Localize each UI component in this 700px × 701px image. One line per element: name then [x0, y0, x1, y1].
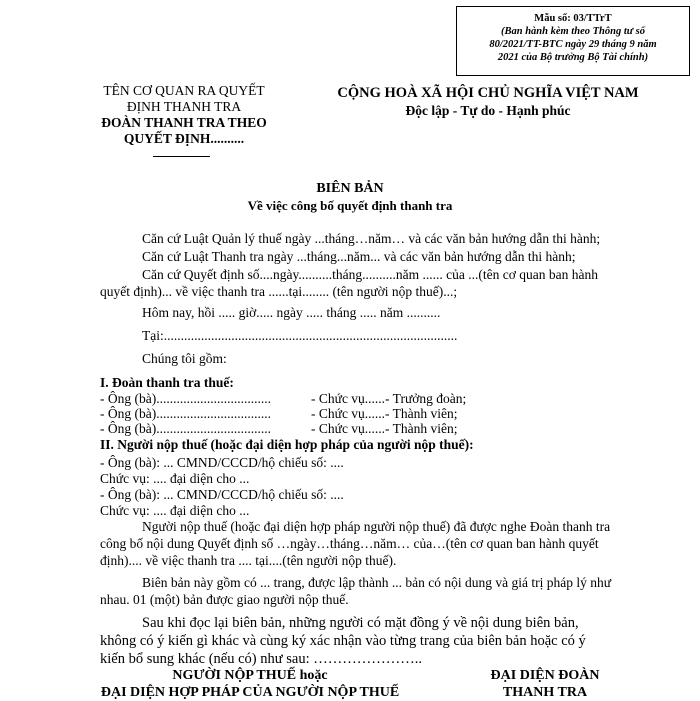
national-header	[326, 85, 650, 119]
title-subject: Về việc công bố quyết định thanh tra	[247, 198, 453, 213]
title-main: BIÊN BẢN	[316, 181, 384, 196]
basis-line: Căn cứ Quyết định số....ngày..........tháng..........năm ...... của ...(tên cơ quan ban hành	[142, 267, 598, 282]
taxpayer-rep-role: Chức vụ: .... đại diện cho ...	[100, 503, 250, 518]
signature-title: NGƯỜI NỘP THUẾ hoặc	[172, 668, 328, 683]
form-number: Mẫu số: 03/TTrT	[534, 13, 612, 24]
motto: Độc lập - Tự do - Hạnh phúc	[405, 103, 571, 118]
announcement-paragraph-line: Người nộp thuế (hoặc đại diện hợp pháp người nộp thuế) đã được nghe Đoàn thanh tra	[142, 519, 611, 534]
section-heading-inspection-team: I. Đoàn thanh tra thuế:	[100, 375, 234, 390]
we-are-line: Chúng tôi gồm:	[142, 351, 227, 366]
announcement-paragraph-line: định).... về việc thanh tra .... tại....(tên người nộp thuế).	[100, 553, 397, 568]
country-name: CỘNG HOÀ XÃ HỘI CHỦ NGHĨA VIỆT NAM	[337, 85, 639, 101]
document-title	[0, 180, 700, 214]
confirmation-paragraph-line: kiến bổ sung khác (nếu có) như sau: …………………..	[100, 651, 422, 667]
announcement-paragraph-line: công bố nội dung Quyết định số …ngày…tháng…năm… của…(tên cơ quan ban hành quyết	[100, 536, 599, 551]
member-role: - Chức vụ......- Thành viên;	[311, 421, 458, 436]
signature-title: ĐẠI DIỆN HỢP PHÁP CỦA NGƯỜI NỘP THUẾ	[100, 685, 400, 700]
signature-title: THANH TRA	[502, 685, 588, 700]
agency-line: TÊN CƠ QUAN RA QUYẾT	[103, 83, 265, 98]
taxpayer-rep-role: Chức vụ: .... đại diện cho ...	[100, 471, 250, 486]
basis-line: quyết định)... về việc thanh tra ......tại........ (tên người nộp thuế)...;	[100, 284, 458, 299]
team-line: QUYẾT ĐỊNH..........	[123, 131, 245, 146]
taxpayer-rep-name: - Ông (bà): ... CMND/CCCD/hộ chiếu số: ....	[100, 487, 344, 502]
member-name: - Ông (bà)..................................	[100, 421, 271, 436]
section-heading-taxpayer: II. Người nộp thuế (hoặc đại diện hợp pháp của người nộp thuế):	[100, 437, 474, 452]
member-role: - Chức vụ......- Thành viên;	[311, 406, 458, 421]
form-issuance-line: (Ban hành kèm theo Thông tư số	[501, 26, 645, 37]
confirmation-paragraph-line: Sau khi đọc lại biên bản, những người có mặt đồng ý về nội dung biên bản,	[142, 615, 579, 631]
team-line: ĐOÀN THANH TRA THEO	[101, 115, 267, 130]
place-line: Tại:.......................................................................................	[142, 328, 458, 343]
copies-paragraph-line: Biên bản này gồm có ... trang, được lập thành ... bản có nội dung và giá trị pháp lý như	[142, 575, 612, 590]
form-issuance-line: 2021 của Bộ trưởng Bộ Tài chính)	[497, 52, 649, 63]
time-line: Hôm nay, hồi ..... giờ..... ngày ..... tháng ..... năm ..........	[142, 305, 441, 320]
signature-title: ĐẠI DIỆN ĐOÀN	[490, 668, 600, 683]
form-issuance-line: 80/2021/TT-BTC ngày 29 tháng 9 năm	[489, 39, 657, 50]
confirmation-paragraph-line: không có ý kiến gì khác và cùng ký xác nhận vào từng trang của biên bản hoặc có ý	[100, 633, 586, 649]
basis-line: Căn cứ Luật Thanh tra ngày ...tháng...năm... và các văn bản hướng dẫn thi hành;	[142, 249, 576, 264]
taxpayer-rep-name: - Ông (bà): ... CMND/CCCD/hộ chiếu số: ....	[100, 455, 344, 470]
copies-paragraph-line: nhau. 01 (một) bản được giao người nộp thuế.	[100, 592, 349, 607]
basis-line: Căn cứ Luật Quản lý thuế ngày ...tháng…năm… và các văn bản hướng dẫn thi hành;	[142, 231, 601, 246]
inspection-team-signature-block	[464, 667, 626, 701]
taxpayer-signature-block	[94, 667, 406, 701]
member-name: - Ông (bà)..................................	[100, 391, 271, 406]
agency-header	[86, 83, 282, 147]
member-role: - Chức vụ......- Trưởng đoàn;	[311, 391, 467, 406]
member-name: - Ông (bà)..................................	[100, 406, 271, 421]
agency-line: ĐỊNH THANH TRA	[126, 99, 242, 114]
form-number-box	[456, 6, 690, 76]
agency-divider	[153, 156, 210, 157]
